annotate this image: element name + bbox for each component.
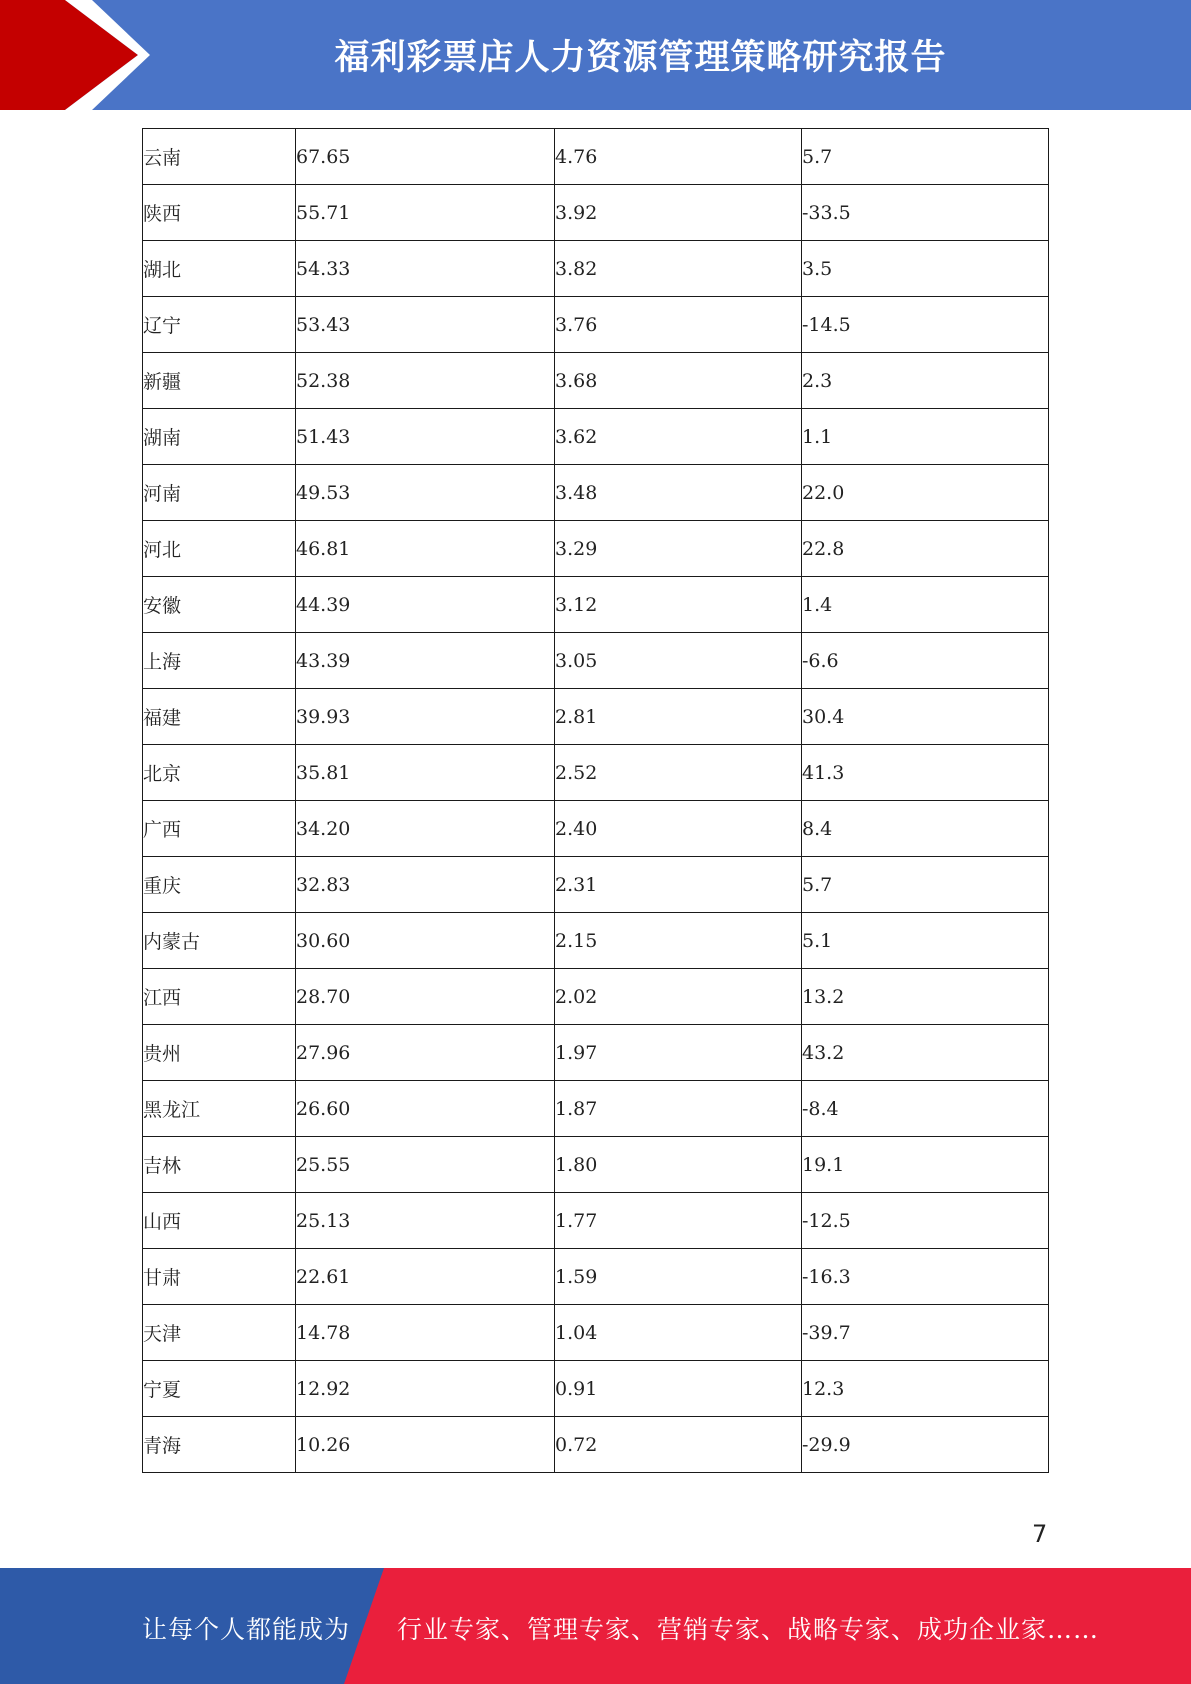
table-row xyxy=(143,521,1049,577)
region-cell: 上海 xyxy=(143,633,296,689)
region-cell: 安徽 xyxy=(143,577,296,633)
table-row xyxy=(143,913,1049,969)
value-cell-1: 25.55 xyxy=(296,1137,555,1193)
header-red-block xyxy=(0,0,138,110)
value-cell-2: 3.05 xyxy=(555,633,802,689)
region-cell: 湖北 xyxy=(143,241,296,297)
region-cell: 内蒙古 xyxy=(143,913,296,969)
value-cell-2: 3.12 xyxy=(555,577,802,633)
value-cell-1: 27.96 xyxy=(296,1025,555,1081)
value-cell-1: 53.43 xyxy=(296,297,555,353)
value-cell-3: -33.5 xyxy=(802,185,1049,241)
value-cell-3: 1.1 xyxy=(802,409,1049,465)
value-cell-3: 5.1 xyxy=(802,913,1049,969)
value-cell-3: -12.5 xyxy=(802,1193,1049,1249)
region-cell: 甘肃 xyxy=(143,1249,296,1305)
value-cell-1: 46.81 xyxy=(296,521,555,577)
region-cell: 宁夏 xyxy=(143,1361,296,1417)
region-cell: 天津 xyxy=(143,1305,296,1361)
value-cell-1: 26.60 xyxy=(296,1081,555,1137)
value-cell-2: 3.82 xyxy=(555,241,802,297)
value-cell-3: 22.8 xyxy=(802,521,1049,577)
data-table xyxy=(142,128,1049,1473)
value-cell-1: 28.70 xyxy=(296,969,555,1025)
table-row xyxy=(143,1417,1049,1473)
table-row xyxy=(143,1193,1049,1249)
value-cell-2: 2.81 xyxy=(555,689,802,745)
table-row xyxy=(143,297,1049,353)
table-row xyxy=(143,969,1049,1025)
value-cell-1: 14.78 xyxy=(296,1305,555,1361)
table-row xyxy=(143,1137,1049,1193)
value-cell-1: 44.39 xyxy=(296,577,555,633)
value-cell-1: 67.65 xyxy=(296,129,555,185)
value-cell-2: 2.52 xyxy=(555,745,802,801)
page-footer xyxy=(0,1568,1191,1684)
table-row xyxy=(143,577,1049,633)
value-cell-1: 35.81 xyxy=(296,745,555,801)
table-row xyxy=(143,801,1049,857)
table-row xyxy=(143,129,1049,185)
value-cell-3: -16.3 xyxy=(802,1249,1049,1305)
value-cell-2: 0.91 xyxy=(555,1361,802,1417)
value-cell-3: 43.2 xyxy=(802,1025,1049,1081)
table-row xyxy=(143,1025,1049,1081)
table-row xyxy=(143,185,1049,241)
region-cell: 新疆 xyxy=(143,353,296,409)
value-cell-1: 12.92 xyxy=(296,1361,555,1417)
value-cell-2: 1.77 xyxy=(555,1193,802,1249)
value-cell-1: 55.71 xyxy=(296,185,555,241)
table-body xyxy=(143,129,1049,1473)
value-cell-3: -8.4 xyxy=(802,1081,1049,1137)
value-cell-3: 19.1 xyxy=(802,1137,1049,1193)
value-cell-3: 8.4 xyxy=(802,801,1049,857)
value-cell-1: 10.26 xyxy=(296,1417,555,1473)
table-row xyxy=(143,745,1049,801)
value-cell-1: 30.60 xyxy=(296,913,555,969)
footer-slogan-right: 行业专家、管理专家、营销专家、战略专家、成功企业家…… xyxy=(397,1615,1100,1644)
value-cell-2: 2.31 xyxy=(555,857,802,913)
value-cell-3: 22.0 xyxy=(802,465,1049,521)
region-cell: 云南 xyxy=(143,129,296,185)
footer-slogan-left: 让每个人都能成为 xyxy=(142,1615,351,1644)
value-cell-3: 3.5 xyxy=(802,241,1049,297)
value-cell-3: -39.7 xyxy=(802,1305,1049,1361)
value-cell-3: 13.2 xyxy=(802,969,1049,1025)
value-cell-3: 5.7 xyxy=(802,129,1049,185)
region-cell: 山西 xyxy=(143,1193,296,1249)
region-cell: 陕西 xyxy=(143,185,296,241)
value-cell-3: 12.3 xyxy=(802,1361,1049,1417)
region-cell: 吉林 xyxy=(143,1137,296,1193)
value-cell-3: 2.3 xyxy=(802,353,1049,409)
value-cell-3: -29.9 xyxy=(802,1417,1049,1473)
value-cell-2: 1.87 xyxy=(555,1081,802,1137)
table-row xyxy=(143,241,1049,297)
value-cell-1: 49.53 xyxy=(296,465,555,521)
region-cell: 河南 xyxy=(143,465,296,521)
table-row xyxy=(143,633,1049,689)
value-cell-1: 43.39 xyxy=(296,633,555,689)
value-cell-1: 39.93 xyxy=(296,689,555,745)
data-table-container xyxy=(142,128,1048,1473)
table-row xyxy=(143,465,1049,521)
table-row xyxy=(143,409,1049,465)
value-cell-2: 0.72 xyxy=(555,1417,802,1473)
region-cell: 北京 xyxy=(143,745,296,801)
value-cell-2: 3.48 xyxy=(555,465,802,521)
value-cell-2: 1.04 xyxy=(555,1305,802,1361)
region-cell: 贵州 xyxy=(143,1025,296,1081)
value-cell-2: 1.59 xyxy=(555,1249,802,1305)
table-row xyxy=(143,1305,1049,1361)
value-cell-3: 1.4 xyxy=(802,577,1049,633)
header-arrow-decoration xyxy=(0,0,160,110)
value-cell-2: 3.76 xyxy=(555,297,802,353)
value-cell-3: 5.7 xyxy=(802,857,1049,913)
value-cell-2: 2.02 xyxy=(555,969,802,1025)
value-cell-2: 2.15 xyxy=(555,913,802,969)
page-header xyxy=(0,0,1191,110)
value-cell-3: 30.4 xyxy=(802,689,1049,745)
region-cell: 福建 xyxy=(143,689,296,745)
value-cell-2: 3.92 xyxy=(555,185,802,241)
table-row xyxy=(143,1081,1049,1137)
value-cell-1: 52.38 xyxy=(296,353,555,409)
region-cell: 湖南 xyxy=(143,409,296,465)
value-cell-3: -14.5 xyxy=(802,297,1049,353)
page-number: 7 xyxy=(1032,1520,1048,1548)
value-cell-1: 22.61 xyxy=(296,1249,555,1305)
value-cell-3: 41.3 xyxy=(802,745,1049,801)
value-cell-2: 4.76 xyxy=(555,129,802,185)
value-cell-1: 25.13 xyxy=(296,1193,555,1249)
value-cell-2: 2.40 xyxy=(555,801,802,857)
value-cell-1: 34.20 xyxy=(296,801,555,857)
region-cell: 江西 xyxy=(143,969,296,1025)
table-row xyxy=(143,689,1049,745)
table-row xyxy=(143,857,1049,913)
region-cell: 河北 xyxy=(143,521,296,577)
value-cell-2: 1.80 xyxy=(555,1137,802,1193)
value-cell-2: 3.29 xyxy=(555,521,802,577)
value-cell-2: 3.68 xyxy=(555,353,802,409)
table-row xyxy=(143,353,1049,409)
value-cell-3: -6.6 xyxy=(802,633,1049,689)
table-row xyxy=(143,1361,1049,1417)
table-row xyxy=(143,1249,1049,1305)
value-cell-1: 51.43 xyxy=(296,409,555,465)
region-cell: 重庆 xyxy=(143,857,296,913)
region-cell: 黑龙江 xyxy=(143,1081,296,1137)
value-cell-1: 32.83 xyxy=(296,857,555,913)
region-cell: 辽宁 xyxy=(143,297,296,353)
value-cell-1: 54.33 xyxy=(296,241,555,297)
value-cell-2: 1.97 xyxy=(555,1025,802,1081)
region-cell: 青海 xyxy=(143,1417,296,1473)
report-title: 福利彩票店人力资源管理策略研究报告 xyxy=(334,38,947,78)
value-cell-2: 3.62 xyxy=(555,409,802,465)
region-cell: 广西 xyxy=(143,801,296,857)
